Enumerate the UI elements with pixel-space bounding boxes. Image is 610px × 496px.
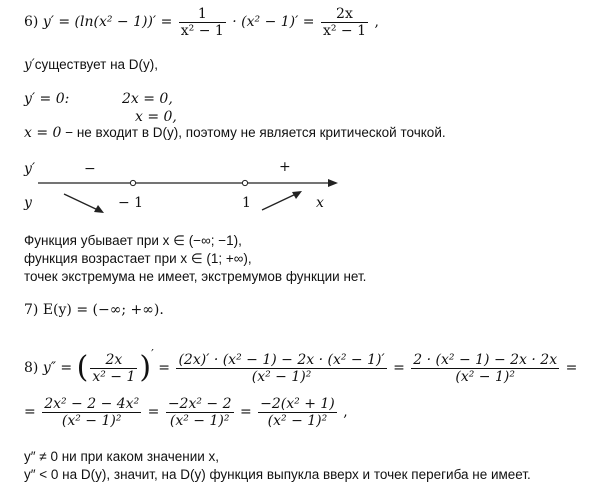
item8-eq-1: = [158, 360, 171, 376]
item8-g3-num: −2(x² + 1) [260, 395, 335, 412]
eq-zero-step1: 2x = 0, [122, 91, 173, 107]
item8-f2-num: 2 · (x² − 1) − 2x · 2x [413, 351, 558, 368]
conclusion-decreasing: Функция убывает при x ∈ (−∞; −1), [24, 233, 242, 248]
eq-zero-step2: x = 0, [135, 109, 177, 125]
item8-eq-2: = [393, 360, 405, 376]
exists-var: y′ [24, 57, 35, 73]
sign-tick-1: 1 [242, 195, 251, 211]
item7-line: 7) E(y) = (−∞; +∞). [24, 302, 164, 318]
item8-eq-3: = [565, 360, 578, 376]
item6-derivative-eq: y′ = (ln(x² − 1))′ = [42, 14, 173, 30]
item8-g2-num: −2x² − 2 [167, 395, 232, 412]
item6-label: 6) [24, 14, 39, 30]
number-line-arrowhead [328, 179, 338, 187]
item6-tail: , [374, 14, 379, 30]
not-in-domain-line [24, 124, 446, 142]
sign-yprime-label: y′ [24, 161, 36, 177]
item6-fraction-2 [321, 6, 368, 39]
item8-inner-den: x² − 1 [92, 368, 136, 385]
item8-eq-4: = [147, 404, 160, 420]
sign-x-label: x [316, 195, 324, 211]
item8-open-paren: ( [76, 350, 89, 385]
sign-y-label: y [24, 195, 32, 211]
increasing-arrow [262, 193, 298, 210]
sign-minus: − [84, 161, 96, 177]
item8-close-paren: ) [139, 350, 152, 385]
decreasing-arrow [64, 194, 100, 211]
not-in-domain-text: − не входит в D(y), поэтому не является критической точкой. [61, 125, 446, 140]
item8-line2 [24, 392, 348, 432]
item8-label: 8) [24, 360, 39, 376]
item8-g1-fraction [42, 396, 141, 429]
item8-line1: 8) y″ = ( $\frac{2x}{\text{x² − 1}}$ )′ = $\frac{\text{(2x)′ · (x² − 1) − 2x · (x² − 1)′}}{\text{(x² − 1)²}}$ = $\frac{\text{2 · (x² − 1) − 2x · 2x}}{\text{(x² − 1)²}}$ = [24, 347, 578, 385]
item6-frac1-numerator: 1 [179, 6, 226, 23]
point-1 [242, 180, 247, 185]
sign-tick-minus-1: − 1 [118, 195, 144, 211]
item8-g3-fraction [258, 396, 337, 429]
item8-g1-num: 2x² − 2 − 4x² [44, 395, 140, 412]
conclusion-extrema: точек экстремума не имеет, экстремумов функции нет. [24, 269, 367, 284]
item6-frac2-denominator: x² − 1 [322, 22, 366, 39]
item6-middle: · (x² − 1)′ = [232, 14, 315, 30]
item8-line2-lead: = [24, 404, 36, 420]
item8-fraction-1 [176, 352, 386, 385]
item8-g1-den: (x² − 1)² [61, 412, 122, 429]
item8-line2-tail: , [343, 404, 348, 420]
final-line-1: y″ ≠ 0 ни при каком значении x, [24, 449, 220, 464]
conclusion-increasing: функция возрастает при x ∈ (1; +∞), [24, 251, 252, 266]
item8-eq-5: = [239, 404, 252, 420]
item8-f1-den: (x² − 1)² [251, 368, 312, 385]
point-minus-1 [130, 180, 135, 185]
exists-text: существует на D(y), [34, 57, 159, 72]
exists-line [24, 56, 158, 74]
eq-zero-left: y′ = 0: [24, 91, 70, 107]
item8-lhs: y″ = [42, 360, 73, 376]
item8-g2-den: (x² − 1)² [169, 412, 230, 429]
item8-f1-num: (2x)′ · (x² − 1) − 2x · (x² − 1)′ [178, 351, 385, 368]
item6-derivative-line [24, 4, 379, 40]
item6-fraction-1 [179, 6, 226, 39]
item8-g2-fraction [166, 396, 234, 429]
item8-f2-den: (x² − 1)² [455, 368, 515, 385]
not-in-domain-math: x = 0 [24, 125, 62, 141]
item8-inner-fraction [90, 352, 137, 385]
item8-inner-num: 2x [90, 352, 137, 369]
final-line-2: y″ < 0 на D(y), значит, на D(y) функция выпукла вверх и точек перегиба не имеет. [24, 467, 531, 482]
item8-g3-den: (x² − 1)² [267, 412, 328, 429]
item6-frac2-numerator: 2x [321, 6, 368, 23]
item8-fraction-2 [411, 352, 559, 385]
sign-plus: + [279, 159, 291, 175]
item6-frac1-denominator: x² − 1 [180, 22, 224, 39]
